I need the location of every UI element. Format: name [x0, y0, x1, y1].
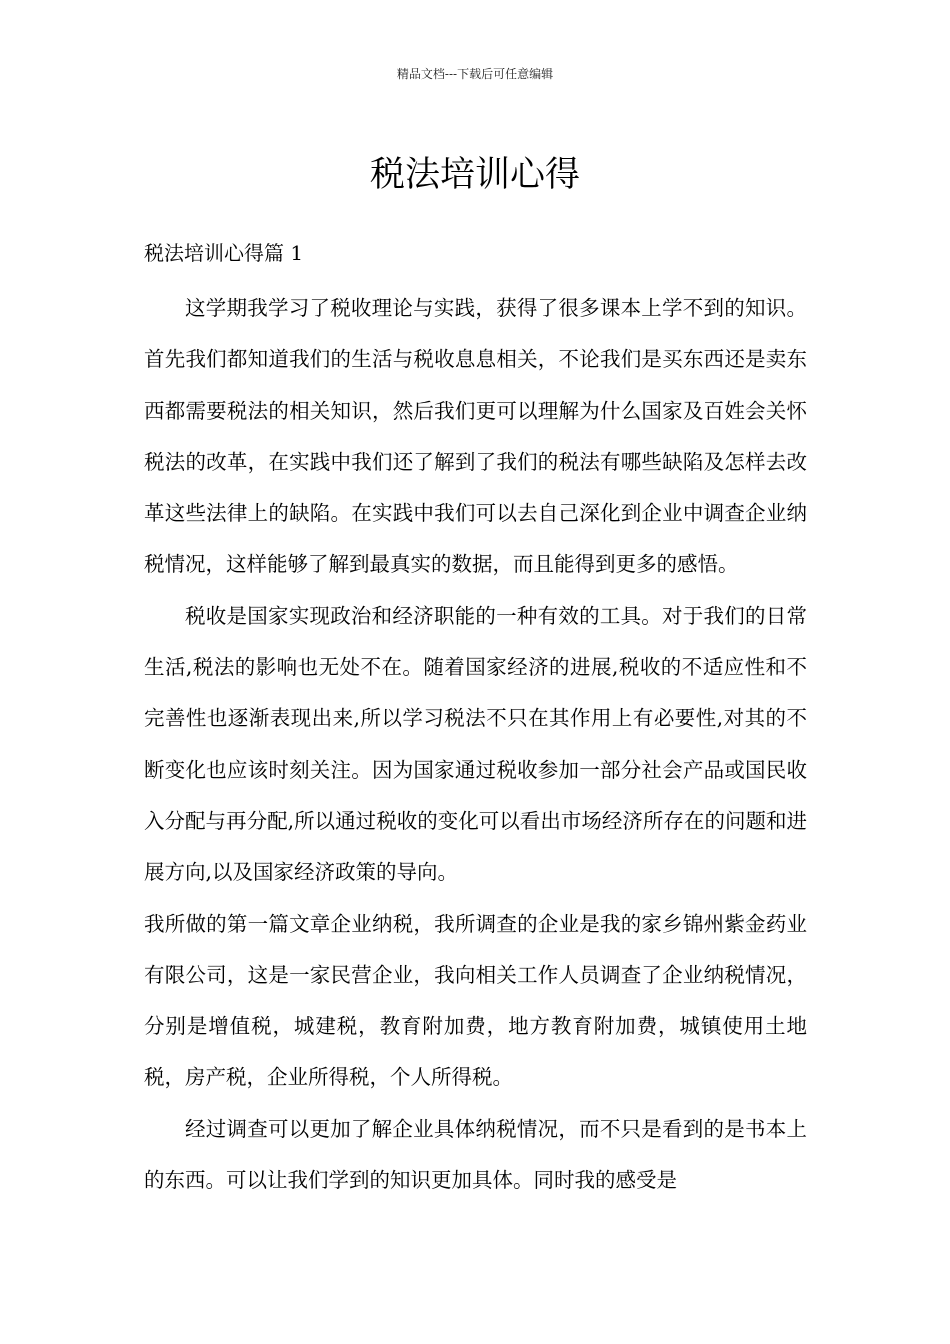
paragraph: 经过调查可以更加了解企业具体纳税情况，而不只是看到的是书本上的东西。可以让我们学到的知识更加具体。同时我的感受是 — [144, 1116, 807, 1193]
paragraph: 这学期我学习了税收理论与实践，获得了很多课本上学不到的知识。首先我们都知道我们的生活与税收息息相关，不论我们是买东西还是卖东西都需要税法的相关知识，然后我们更可以理解为什么国家及百姓会关怀税法的改革，在实践中我们还了解到了我们的税法有哪些缺陷及怎样去改革这些法律上的缺陷。在实践中我们可以去自己深化到企业中调查企业纳税情况，这样能够了解到最真实的数据，而且能得到更多的感悟。 — [144, 296, 807, 577]
section-heading: 税法培训心得篇 1 — [144, 241, 304, 265]
page-header: 精品文档---下载后可任意编辑 — [396, 67, 554, 81]
document-body — [144, 283, 807, 1206]
document-title: 税法培训心得 — [369, 155, 580, 196]
paragraph: 税收是国家实现政治和经济职能的一种有效的工具。对于我们的日常生活,税法的影响也无处不在。随着国家经济的进展,税收的不适应性和不完善性也逐渐表现出来,所以学习税法不只在其作用上有必要性,对其的不断变化也应该时刻关注。因为国家通过税收参加一部分社会产品或国民收入分配与再分配,所以通过税收的变化可以看出市场经济所存在的问题和进展方向,以及国家经济政策的导向。 — [144, 603, 807, 885]
paragraph: 我所做的第一篇文章企业纳税，我所调查的企业是我的家乡锦州紫金药业有限公司，这是一家民营企业，我向相关工作人员调查了企业纳税情况，分别是增值税，城建税，教育附加费，地方教育附加费，城镇使用土地税，房产税，企业所得税，个人所得税。 — [144, 911, 807, 1090]
